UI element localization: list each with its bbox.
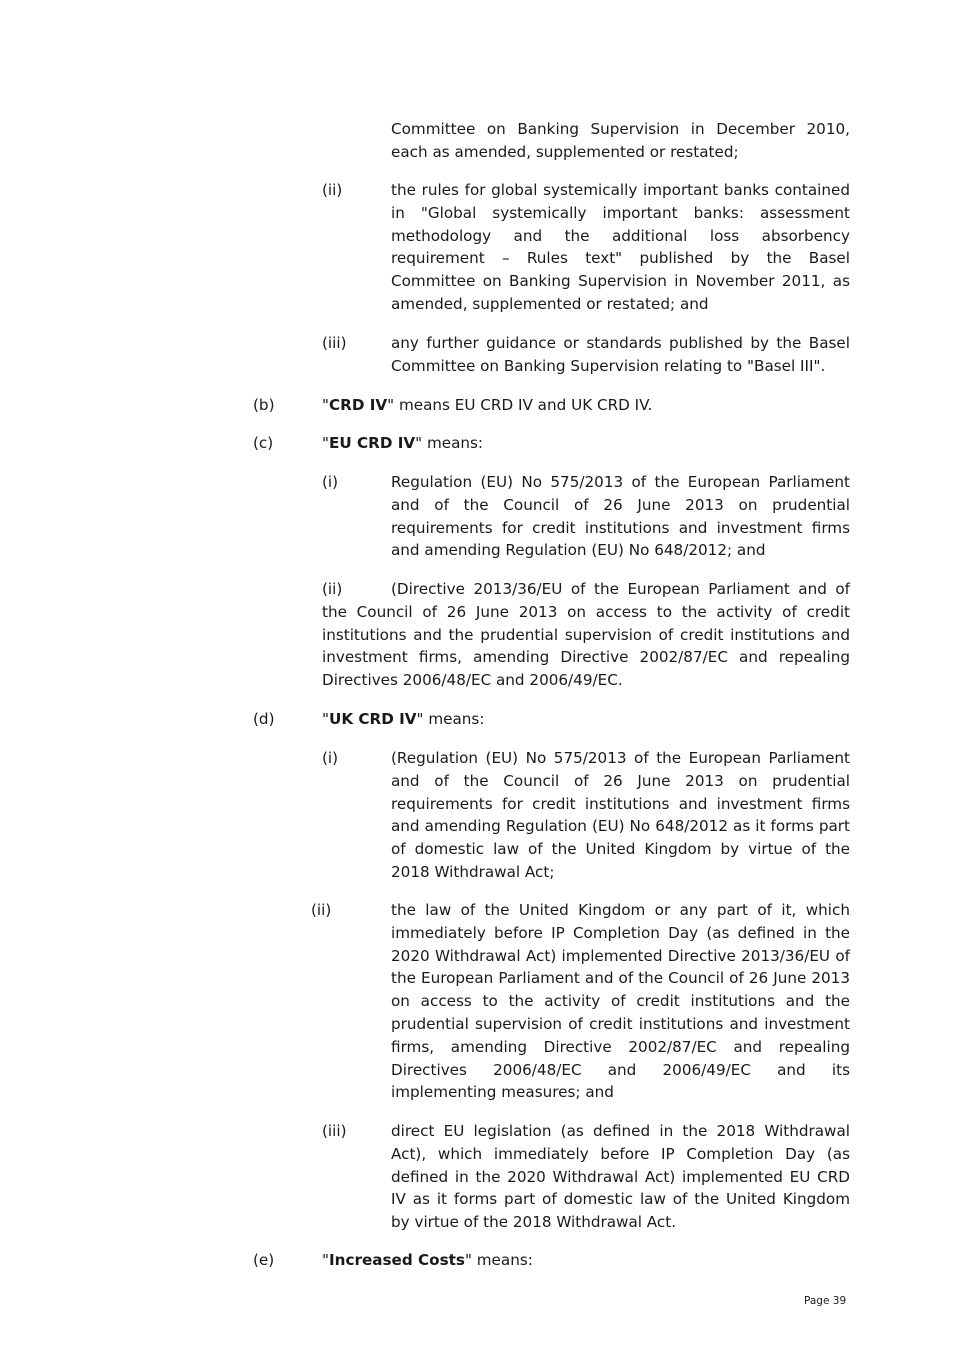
item-b-marker: (b)	[253, 396, 275, 414]
basel-ii-paragraph: the rules for global systemically important banks contained in "Global systemically important banks: assessment methodology and the additional loss absorbency requirement – Rules text" published by the Basel Committee on Banking Supervision in November 2011, as amended, supplemented or restated; and	[391, 181, 850, 313]
eu-crd-ii-marker: (ii)	[322, 580, 343, 598]
increased-costs-term: Increased Costs	[329, 1251, 465, 1269]
increased-costs-definition: "Increased Costs" means:	[322, 1251, 533, 1269]
eu-crd-i-marker: (i)	[322, 473, 339, 491]
uk-crd-iv-definition: "UK CRD IV" means:	[322, 710, 485, 728]
eu-crd-ii-paragraph: (ii) (Directive 2013/36/EU of the European Parliament and of the Council of 26 June 2013 on access to the activity of credit institutions and the prudential supervision of credit institutions and investment firms, amending Directive 2002/87/EC and repealing Directives 2006/48/EC and 2006/49/EC.	[322, 580, 850, 690]
item-c-marker: (c)	[253, 434, 274, 452]
continuation-paragraph: Committee on Banking Supervision in December 2010, each as amended, supplemented or restated;	[391, 120, 850, 161]
item-e-marker: (e)	[253, 1251, 275, 1269]
crd-iv-term: CRD IV	[329, 396, 388, 414]
page-number: Page 39	[804, 1295, 847, 1307]
uk-crd-ii-paragraph: the law of the United Kingdom or any part of it, which immediately before IP Completion Day (as defined in the 2020 Withdrawal Act) implemented Directive 2013/36/EU of the European Parliament and of the Council of 26 June 2013 on access to the activity of credit institutions and the prudential supervision of credit institutions and investment firms, amending Directive 2002/87/EC and repealing Directives 2006/48/EC and 2006/49/EC and its implementing measures; and	[391, 901, 850, 1102]
basel-iii-marker: (iii)	[322, 334, 347, 352]
uk-crd-iii-marker: (iii)	[322, 1122, 347, 1140]
eu-crd-iv-definition: "EU CRD IV" means:	[322, 434, 484, 452]
basel-iii-paragraph: any further guidance or standards published by the Basel Committee on Banking Supervision relating to "Basel III".	[391, 334, 850, 375]
uk-crd-i-marker: (i)	[322, 749, 339, 767]
uk-crd-iv-term: UK CRD IV	[329, 710, 417, 728]
basel-ii-marker: (ii)	[322, 181, 343, 199]
crd-iv-definition: "CRD IV" means EU CRD IV and UK CRD IV.	[322, 396, 653, 414]
eu-crd-iv-term: EU CRD IV	[329, 434, 416, 452]
uk-crd-iii-paragraph: direct EU legislation (as defined in the 2018 Withdrawal Act), which immediately before IP Completion Day (as defined in the 2020 Withdrawal Act) implemented EU CRD IV as it forms part of domestic law of the United Kingdom by virtue of the 2018 Withdrawal Act.	[391, 1122, 850, 1232]
uk-crd-i-paragraph: (Regulation (EU) No 575/2013 of the European Parliament and of the Council of 26 June 2013 on prudential requirements for credit institutions and investment firms and amending Regulation (EU) No 648/2012 as it forms part of domestic law of the United Kingdom by virtue of the 2018 Withdrawal Act;	[391, 749, 850, 881]
uk-crd-ii-marker: (ii)	[311, 901, 332, 919]
eu-crd-i-paragraph: Regulation (EU) No 575/2013 of the European Parliament and of the Council of 26 June 2013 on prudential requirements for credit institutions and investment firms and amending Regulation (EU) No 648/2012; and	[391, 473, 850, 560]
item-d-marker: (d)	[253, 710, 275, 728]
